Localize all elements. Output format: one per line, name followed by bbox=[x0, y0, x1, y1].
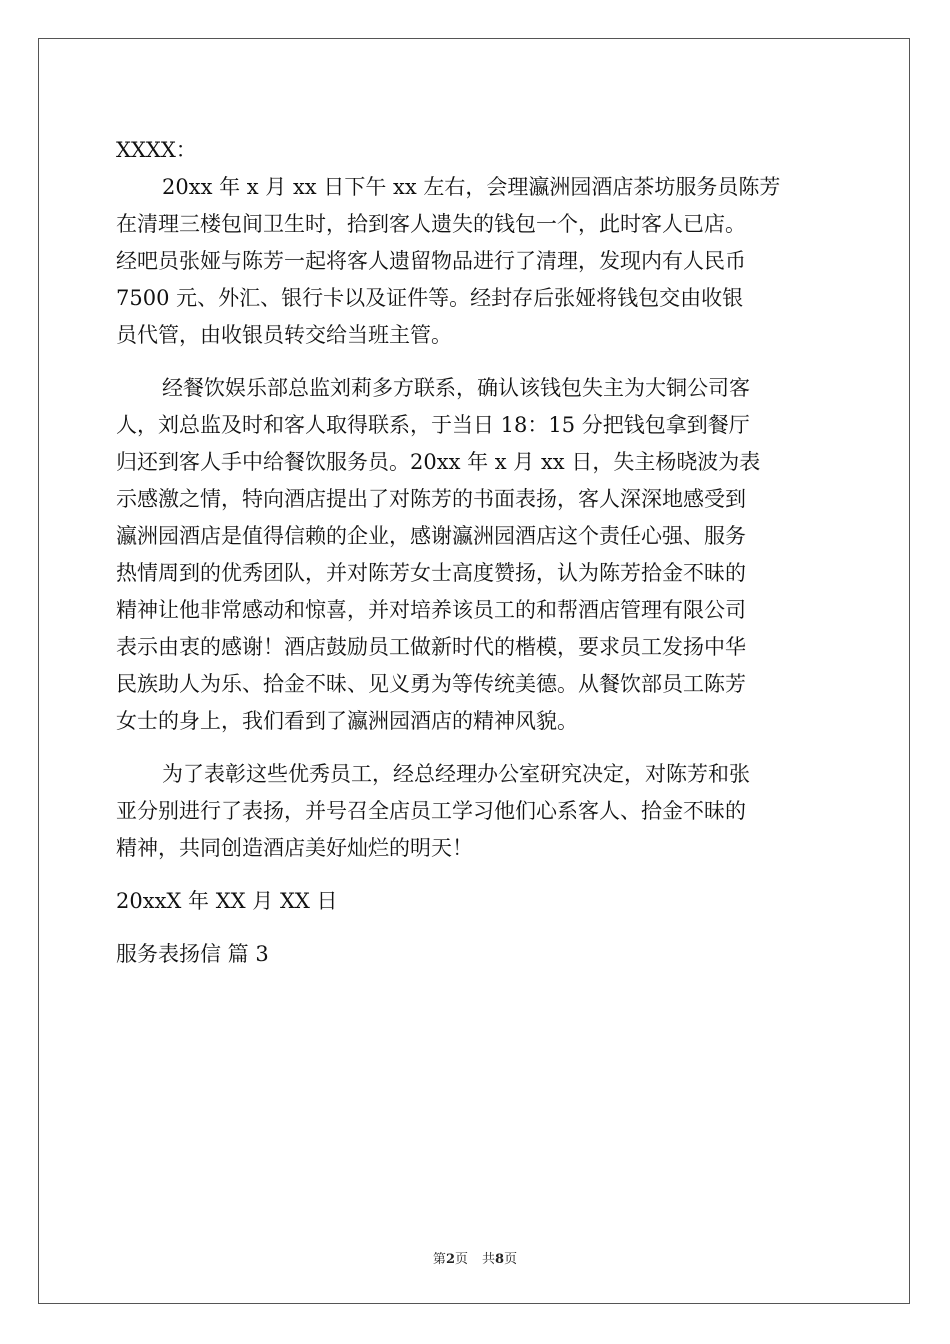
paragraph-line: 精神让他非常感动和惊喜，并对培养该员工的和帮酒店管理有限公司 bbox=[116, 598, 746, 622]
paragraph-line: 经餐饮娱乐部总监刘莉多方联系，确认该钱包失主为大铜公司客 bbox=[162, 376, 750, 400]
paragraph-line: 归还到客人手中给餐饮服务员。20xx 年 x 月 xx 日，失主杨晓波为表 bbox=[116, 450, 761, 474]
paragraph-line: 精神，共同创造酒店美好灿烂的明天！ bbox=[116, 836, 473, 860]
paragraph-line: 为了表彰这些优秀员工，经总经理办公室研究决定，对陈芳和张 bbox=[162, 762, 750, 786]
paragraph-line: 女士的身上，我们看到了瀛洲园酒店的精神风貌。 bbox=[116, 709, 578, 733]
letter-body bbox=[116, 132, 836, 989]
paragraph-line: 示感激之情，特向酒店提出了对陈芳的书面表扬，客人深深地感受到 bbox=[116, 487, 746, 511]
paragraph-line: 民族助人为乐、拾金不昧、见义勇为等传统美德。从餐饮部员工陈芳 bbox=[116, 672, 746, 696]
next-heading-block bbox=[116, 936, 836, 973]
page-footer bbox=[0, 1248, 950, 1267]
salutation: XXXX： bbox=[116, 138, 197, 162]
paragraph-line: 20xx 年 x 月 xx 日下午 xx 左右，会理瀛洲园酒店茶坊服务员陈芳 bbox=[162, 175, 781, 199]
page-prefix: 第 bbox=[432, 1252, 446, 1267]
total-prefix: 共 bbox=[482, 1252, 496, 1267]
paragraph-line: 在清理三楼包间卫生时，拾到客人遗失的钱包一个，此时客人已店。 bbox=[116, 212, 746, 236]
total-suffix: 页 bbox=[504, 1252, 518, 1267]
paragraph-line: 亚分别进行了表扬，并号召全店员工学习他们心系客人、拾金不昧的 bbox=[116, 799, 746, 823]
paragraph-line: 员代管，由收银员转交给当班主管。 bbox=[116, 323, 452, 347]
section-heading: 服务表扬信 篇 3 bbox=[116, 942, 269, 966]
paragraph-3 bbox=[116, 756, 836, 867]
total-page-number: 8 bbox=[495, 1252, 505, 1267]
paragraph-1 bbox=[116, 169, 836, 354]
paragraph-line: 表示由衷的感谢！酒店鼓励员工做新时代的楷模，要求员工发扬中华 bbox=[116, 635, 746, 659]
page-label: 页 bbox=[454, 1252, 468, 1267]
paragraph-line: 7500 元、外汇、银行卡以及证件等。经封存后张娅将钱包交由收银 bbox=[116, 286, 744, 310]
paragraph-line: 人，刘总监及时和客人取得联系，于当日 18：15 分把钱包拿到餐厅 bbox=[116, 413, 750, 437]
paragraph-line: 经吧员张娅与陈芳一起将客人遗留物品进行了清理，发现内有人民币 bbox=[116, 249, 746, 273]
letter-date: 20xxX 年 XX 月 XX 日 bbox=[116, 889, 338, 913]
current-page-number: 2 bbox=[445, 1252, 455, 1267]
paragraph-line: 瀛洲园酒店是值得信赖的企业，感谢瀛洲园酒店这个责任心强、服务 bbox=[116, 524, 746, 548]
paragraph-line: 热情周到的优秀团队，并对陈芳女士高度赞扬，认为陈芳拾金不昧的 bbox=[116, 561, 746, 585]
paragraph-2 bbox=[116, 370, 836, 740]
date-block bbox=[116, 883, 836, 920]
